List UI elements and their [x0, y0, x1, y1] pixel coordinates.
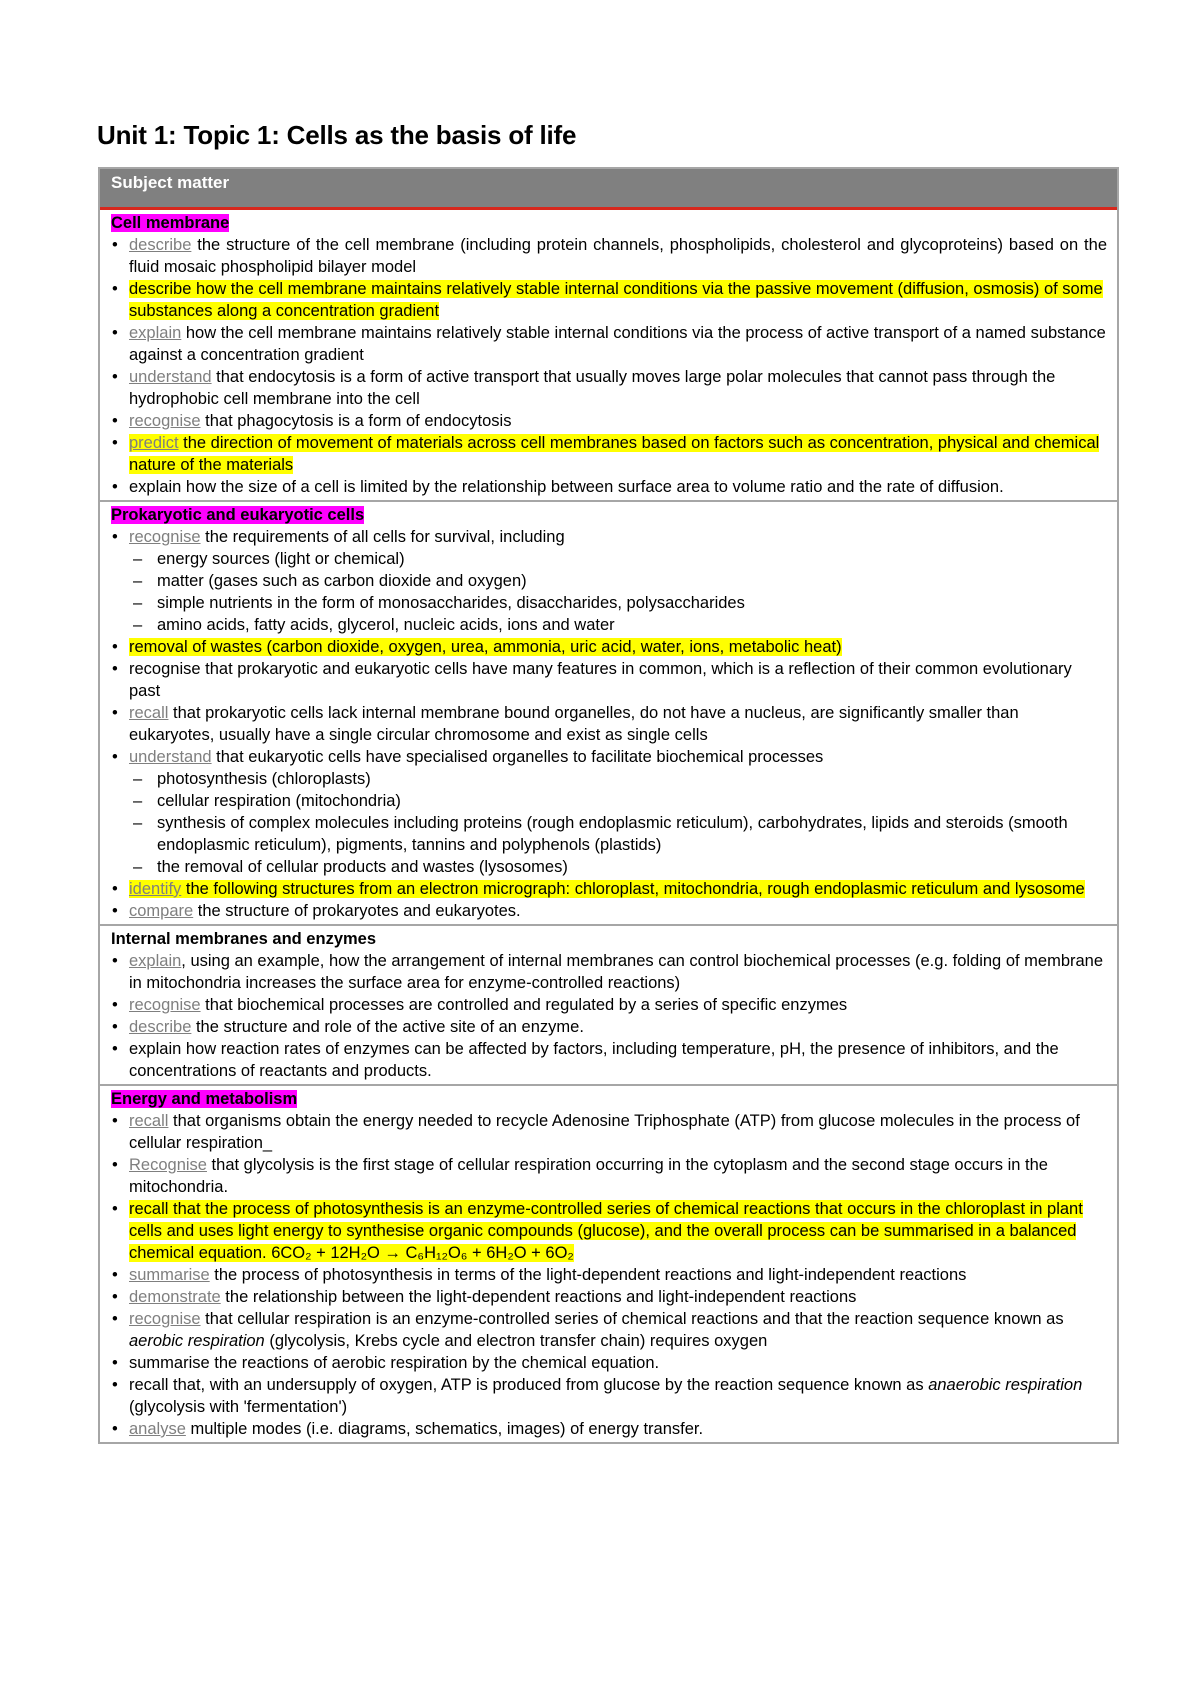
verb: demonstrate	[129, 1288, 221, 1306]
point-text: describe how the cell membrane maintains relatively stable internal conditions via the passive movement (diffusion, osmosis) of some substances along a concentration gradient	[129, 280, 1103, 320]
point-list	[111, 1110, 1107, 1440]
list-item	[111, 900, 1107, 922]
list-item	[111, 432, 1107, 476]
list-item	[111, 1418, 1107, 1440]
list-item	[111, 1374, 1107, 1418]
point-list	[111, 950, 1107, 1082]
verb: recognise	[129, 1310, 201, 1328]
list-item	[111, 950, 1107, 994]
sub-item: – amino acids, fatty acids, glycerol, nucleic acids, ions and water	[127, 614, 1107, 636]
sub-list	[129, 548, 1107, 636]
list-item	[111, 658, 1107, 702]
point-text: that prokaryotic cells lack internal membrane bound organelles, do not have a nucleus, are significantly smaller than eukaryotes, usually have a single circular chromosome and exist as single cells	[129, 704, 1019, 744]
section-prokaryotic-eukaryotic	[100, 500, 1117, 924]
list-item	[111, 410, 1107, 432]
point-text: the requirements of all cells for survival, including	[200, 528, 565, 546]
list-item	[111, 702, 1107, 746]
list-item	[111, 476, 1107, 498]
list-item	[111, 1308, 1107, 1352]
section-title: Energy and metabolism	[111, 1090, 298, 1108]
point-text: summarise the reactions of aerobic respiration by the chemical equation.	[129, 1354, 660, 1372]
verb: summarise	[129, 1266, 210, 1284]
list-item	[111, 1016, 1107, 1038]
point-text: the structure and role of the active site of an enzyme.	[191, 1018, 584, 1036]
section-title: Prokaryotic and eukaryotic cells	[111, 506, 365, 524]
verb: analyse	[129, 1420, 186, 1438]
sub-item: – synthesis of complex molecules including proteins (rough endoplasmic reticulum), carbohydrates, lipids and steroids (smooth endoplasmic reticulum), pigments, tannins and polyphenols (plastids)	[127, 812, 1107, 856]
section-energy-metabolism	[100, 1084, 1117, 1442]
point-list	[111, 234, 1107, 498]
point-text: how the cell membrane maintains relatively stable internal conditions via the process of active transport of a named substance against a concentration gradient	[129, 324, 1106, 364]
sub-item: – matter (gases such as carbon dioxide and oxygen)	[127, 570, 1107, 592]
section-internal-membranes	[100, 924, 1117, 1084]
point-text: (glycolysis, Krebs cycle and electron transfer chain) requires oxygen	[264, 1332, 768, 1350]
verb: describe	[129, 236, 192, 254]
list-item	[111, 878, 1107, 900]
point-text: removal of wastes (carbon dioxide, oxygen, urea, ammonia, uric acid, water, ions, metabolic heat)	[129, 638, 842, 656]
point-emphasis: anaerobic respiration	[928, 1376, 1083, 1394]
point-text: recall that the process of photosynthesis is an enzyme-controlled series of chemical reactions that occurs in the chloroplast in plant cells and uses light energy to synthesise organic compounds (glucose), and the overall process can be summarised in a balanced chemical equation.	[129, 1200, 1083, 1262]
list-item	[111, 1352, 1107, 1374]
list-item	[111, 526, 1107, 636]
point-text: the structure of prokaryotes and eukaryotes.	[193, 902, 521, 920]
verb: understand	[129, 368, 212, 386]
sub-item: – simple nutrients in the form of monosaccharides, disaccharides, polysaccharides	[127, 592, 1107, 614]
list-item	[111, 322, 1107, 366]
list-item	[111, 1198, 1107, 1264]
verb: identify	[129, 880, 182, 898]
verb: describe	[129, 1018, 192, 1036]
sub-item: – the removal of cellular products and wastes (lysosomes)	[127, 856, 1107, 878]
list-item	[111, 636, 1107, 658]
point-text: the structure of the cell membrane (including protein channels, phospholipids, cholesterol and glycoproteins) based on the fluid mosaic phospholipid bilayer model	[129, 236, 1107, 276]
sub-item: – photosynthesis (chloroplasts)	[127, 768, 1107, 790]
point-text: that biochemical processes are controlled and regulated by a series of specific enzymes	[200, 996, 848, 1014]
list-item	[111, 1286, 1107, 1308]
point-text: that eukaryotic cells have specialised organelles to facilitate biochemical processes	[211, 748, 824, 766]
point-text: that glycolysis is the first stage of cellular respiration occurring in the cytoplasm and the second stage occurs in the mitochondria.	[129, 1156, 1048, 1196]
point-text: , using an example, how the arrangement of internal membranes can control biochemical processes (e.g. folding of membrane in mitochondria increases the surface area for enzyme-controlled reactions)	[129, 952, 1104, 992]
verb: recall	[129, 704, 169, 722]
sub-item: – cellular respiration (mitochondria)	[127, 790, 1107, 812]
section-title: Internal membranes and enzymes	[111, 930, 377, 948]
list-item	[111, 1264, 1107, 1286]
point-text: that cellular respiration is an enzyme-controlled series of chemical reactions and that the reaction sequence known as	[200, 1310, 1064, 1328]
verb: recognise	[129, 528, 201, 546]
verb: compare	[129, 902, 194, 920]
list-item	[111, 746, 1107, 878]
point-text: recognise that prokaryotic and eukaryotic cells have many features in common, which is a reflection of their common evolutionary past	[129, 660, 1072, 700]
verb: understand	[129, 748, 212, 766]
point-emphasis: aerobic respiration	[129, 1332, 265, 1350]
point-text: multiple modes (i.e. diagrams, schematics, images) of energy transfer.	[185, 1420, 704, 1438]
point-text: explain how reaction rates of enzymes can be affected by factors, including temperature, pH, the presence of inhibitors, and the concentrations of reactants and products.	[129, 1040, 1059, 1080]
list-item	[111, 994, 1107, 1016]
list-item	[111, 1110, 1107, 1154]
list-item	[111, 1154, 1107, 1198]
list-item	[111, 234, 1107, 278]
verb: predict	[129, 434, 179, 452]
point-text: recall that, with an undersupply of oxygen, ATP is produced from glucose by the reaction sequence known as	[129, 1376, 929, 1394]
list-item	[111, 366, 1107, 410]
verb: explain	[129, 324, 182, 342]
sub-item: – energy sources (light or chemical)	[127, 548, 1107, 570]
point-text: that phagocytosis is a form of endocytosis	[200, 412, 512, 430]
subject-matter-table	[98, 167, 1119, 1444]
verb: explain	[129, 952, 182, 970]
verb: recognise	[129, 996, 201, 1014]
table-header: Subject matter	[100, 169, 1117, 210]
point-text: that endocytosis is a form of active transport that usually moves large polar molecules that cannot pass through the hydrophobic cell membrane into the cell	[129, 368, 1056, 408]
point-text: the direction of movement of materials across cell membranes based on factors such as concentration, physical and chemical nature of the materials	[129, 434, 1100, 474]
sub-list	[129, 768, 1107, 878]
verb: Recognise	[129, 1156, 207, 1174]
point-text: the following structures from an electron micrograph: chloroplast, mitochondria, rough endoplasmic reticulum and lysosome	[181, 880, 1085, 898]
point-text: explain how the size of a cell is limited by the relationship between surface area to volume ratio and the rate of diffusion.	[129, 478, 1004, 496]
point-text: the relationship between the light-dependent reactions and light-independent reactions	[220, 1288, 857, 1306]
section-title: Cell membrane	[111, 214, 230, 232]
point-list	[111, 526, 1107, 922]
point-text: that organisms obtain the energy needed to recycle Adenosine Triphosphate (ATP) from glucose molecules in the process of cellular respiration_	[129, 1112, 1080, 1152]
list-item	[111, 278, 1107, 322]
point-text: the process of photosynthesis in terms of the light-dependent reactions and light-independent reactions	[209, 1266, 967, 1284]
section-cell-membrane	[100, 210, 1117, 500]
list-item	[111, 1038, 1107, 1082]
verb: recognise	[129, 412, 201, 430]
point-text: (glycolysis with 'fermentation')	[129, 1398, 348, 1416]
photosynthesis-equation: 6CO₂ + 12H₂O → C₆H₁₂O₆ + 6H₂O + 6O₂	[271, 1244, 574, 1262]
verb: recall	[129, 1112, 169, 1130]
page-title: Unit 1: Topic 1: Cells as the basis of life	[97, 120, 577, 150]
